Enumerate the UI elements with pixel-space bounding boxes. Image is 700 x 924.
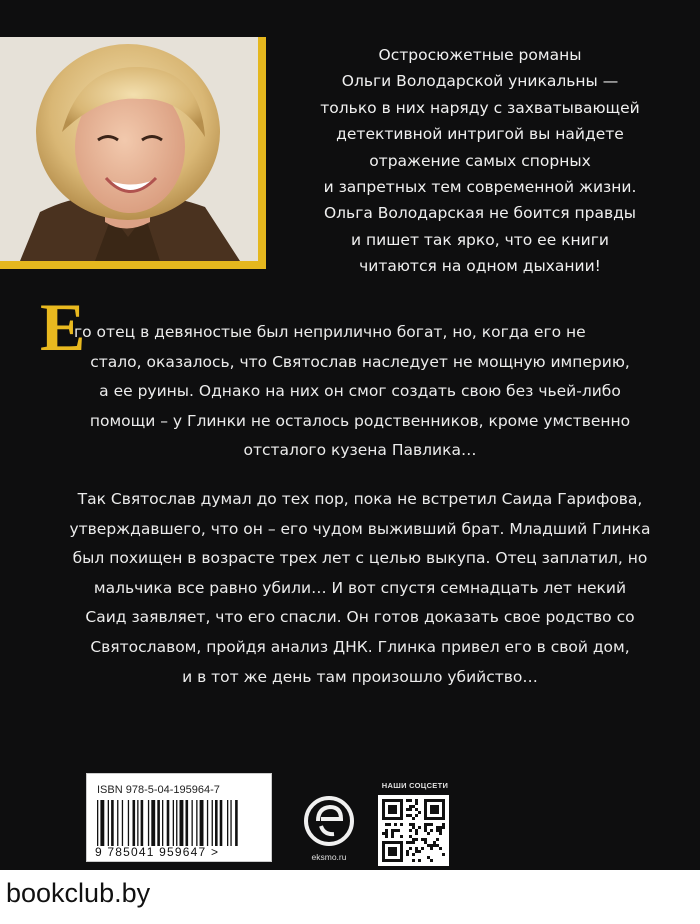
blurb-line: Ольга Володарская не боится правды <box>323 204 637 223</box>
qr-code-icon <box>382 799 445 862</box>
synopsis-line: го отец в девяностые был неприлично богат, но, когда его не <box>74 323 586 341</box>
qr-code <box>378 795 449 866</box>
eksmo-logo-icon <box>304 794 354 848</box>
synopsis-paragraph-2 <box>40 485 680 692</box>
synopsis-line: был похищен в возрасте трех лет с целью выкупа. Отец заплатил, но <box>72 549 648 568</box>
barcode-icon <box>97 800 263 846</box>
synopsis-line: Саид заявляет, что его спасли. Он готов доказать свое родство со <box>85 608 635 627</box>
blurb-line: Остросюжетные романы <box>378 46 582 64</box>
ean-number: 9 785041 959647 > <box>95 845 220 859</box>
synopsis-line: Святославом, пройдя анализ ДНК. Глинка привел его в свой дом, <box>90 637 630 656</box>
footer <box>0 870 700 924</box>
isbn-text: ISBN 978-5-04-195964-7 <box>97 784 220 796</box>
synopsis-line: стало, оказалось, что Святослав наследует не мощную империю, <box>90 352 630 371</box>
synopsis-line: и в тот же день там произошло убийство… <box>182 667 538 686</box>
synopsis-paragraph-1 <box>40 318 680 466</box>
barcode-label <box>86 773 272 862</box>
qr-label: НАШИ СОЦСЕТИ <box>381 781 449 790</box>
synopsis-line: утверждавшего, что он – его чудом выживший брат. Младший Глинка <box>69 519 651 538</box>
watermark-text: bookclub.by <box>6 878 151 908</box>
synopsis-line: а ее руины. Однако на них он смог создать свою без чьей-либо <box>99 382 621 401</box>
drop-cap: Е <box>40 289 86 365</box>
blurb-line: Ольги Володарской уникальны — <box>341 72 619 91</box>
blurb-line: читаются на одном дыхании! <box>359 257 601 276</box>
blurb-line: и пишет так ярко, что ее книги <box>351 230 609 249</box>
author-photo <box>0 37 258 261</box>
synopsis-line: мальчика все равно убили… И вот спустя семнадцать лет некий <box>93 578 627 597</box>
blurb-line: детективной интригой вы найдете <box>336 125 624 144</box>
blurb-line: только в них наряду с захватывающей <box>320 98 640 117</box>
blurb-line: и запретных тем современной жизни. <box>323 178 637 197</box>
blurb-text <box>270 42 690 280</box>
synopsis-line: Так Святослав думал до тех пор, пока не встретил Саида Гарифова, <box>77 490 643 508</box>
blurb-line: отражение самых спорных <box>369 151 591 170</box>
publisher-site: eksmo.ru <box>311 852 347 862</box>
author-photo-frame <box>0 37 266 269</box>
synopsis-line: отсталого кузена Павлика… <box>243 441 477 460</box>
synopsis-line: помощи – у Глинки не осталось родственников, кроме умственно <box>89 411 631 430</box>
